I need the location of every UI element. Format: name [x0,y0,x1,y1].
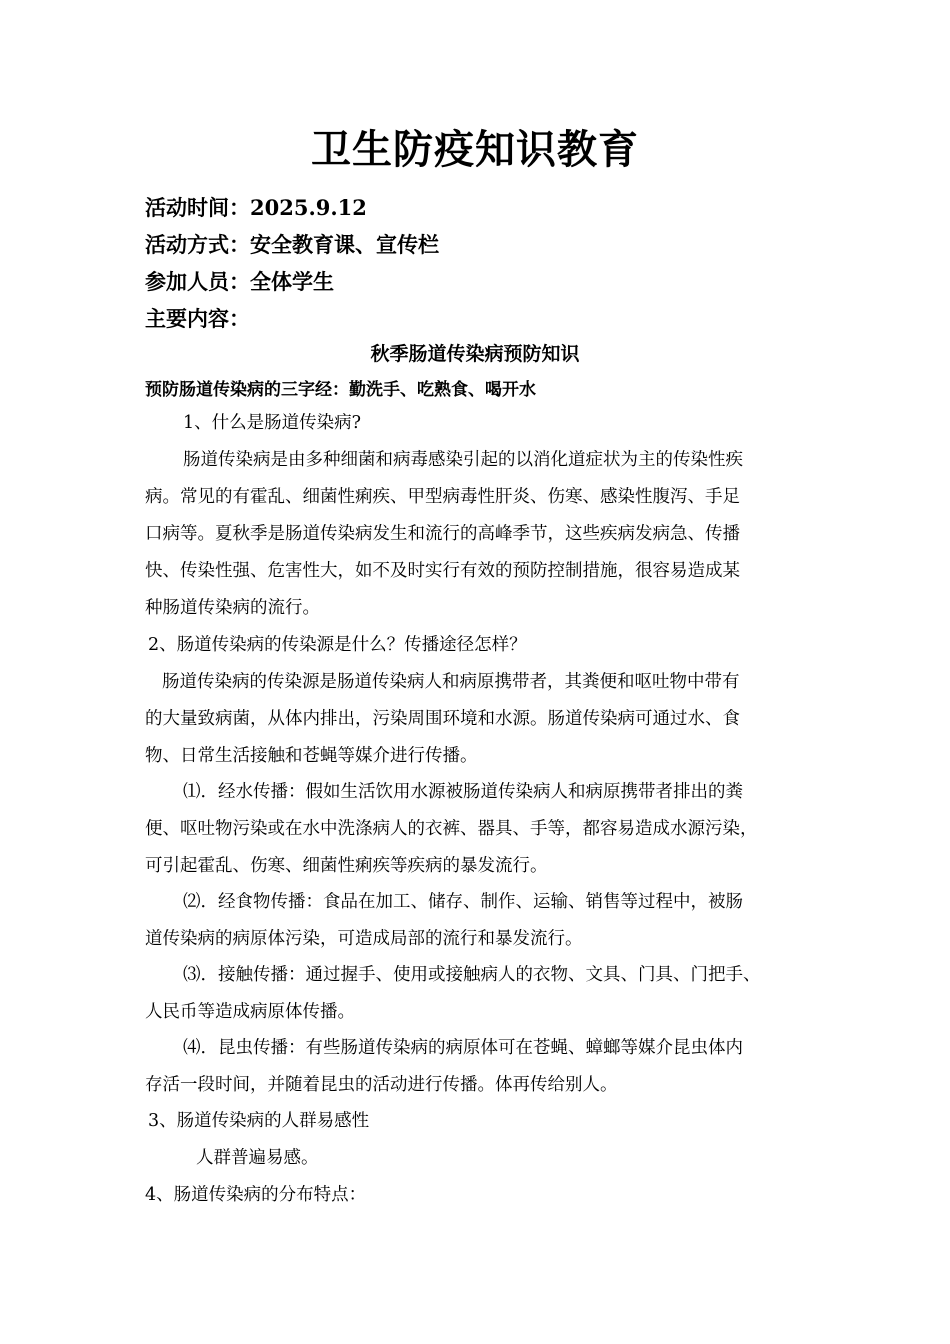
activity-participants: 参加人员：全体学生 [145,269,334,294]
body-line: 道传染病的病原体污染，可造成局部的流行和暴发流行。 [145,929,583,949]
body-line: 快、传染性强、危害性大，如不及时实行有效的预防控制措施，很容易造成某 [145,561,740,581]
activity-time: 活动时间：2025.9.12 [145,195,367,220]
transmission-water: ⑴．经水传播：假如生活饮用水源被肠道传染病人和病原携带者排出的粪 [183,782,743,802]
question-heading-1: 1、什么是肠道传染病? [183,413,362,433]
body-line: 可引起霍乱、伤寒、细菌性痢疾等疾病的暴发流行。 [145,856,548,876]
main-content-label: 主要内容： [145,306,250,331]
question-heading-3: 3、肠道传染病的人群易感性 [148,1111,370,1131]
prevention-slogan: 预防肠道传染病的三字经：勤洗手、吃熟食、喝开水 [145,380,536,400]
document-title: 卫生防疫知识教育 [311,126,639,173]
transmission-contact: ⑶．接触传播：通过握手、使用或接触病人的衣物、文具、门具、门把手、 [183,965,761,985]
body-line: 便、呕吐物污染或在水中洗涤病人的衣裤、器具、手等，都容易造成水源污染， [145,819,758,839]
body-line: 口病等。夏秋季是肠道传染病发生和流行的高峰季节，这些疾病发病急、传播 [145,524,740,544]
body-line: 肠道传染病是由多种细菌和病毒感染引起的以消化道症状为主的传染性疾 [183,450,743,470]
section-subtitle: 秋季肠道传染病预防知识 [370,343,580,365]
question-heading-4: 4、肠道传染病的分布特点： [145,1185,367,1205]
activity-method: 活动方式：安全教育课、宣传栏 [145,232,439,257]
body-line: 肠道传染病的传染源是肠道传染病人和病原携带者，其粪便和呕吐物中带有 [162,672,740,692]
transmission-insect: ⑷．昆虫传播：有些肠道传染病的病原体可在苍蝇、蟑螂等媒介昆虫体内 [183,1038,743,1058]
transmission-food: ⑵．经食物传播：食品在加工、储存、制作、运输、销售等过程中，被肠 [183,892,743,912]
body-line: 物、日常生活接触和苍蝇等媒介进行传播。 [145,746,478,766]
body-line: 病。常见的有霍乱、细菌性痢疾、甲型病毒性肝炎、伤寒、感染性腹泻、手足 [145,487,740,507]
body-line: 人群普遍易感。 [196,1148,319,1168]
question-heading-2: 2、肠道传染病的传染源是什么？传播途径怎样？ [148,635,527,655]
body-line: 存活一段时间，并随着昆虫的活动进行传播。体再传给别人。 [145,1075,618,1095]
body-line: 种肠道传染病的流行。 [145,598,320,618]
body-line: 的大量致病菌，从体内排出，污染周围环境和水源。肠道传染病可通过水、食 [145,709,740,729]
body-line: 人民币等造成病原体传播。 [145,1002,355,1022]
